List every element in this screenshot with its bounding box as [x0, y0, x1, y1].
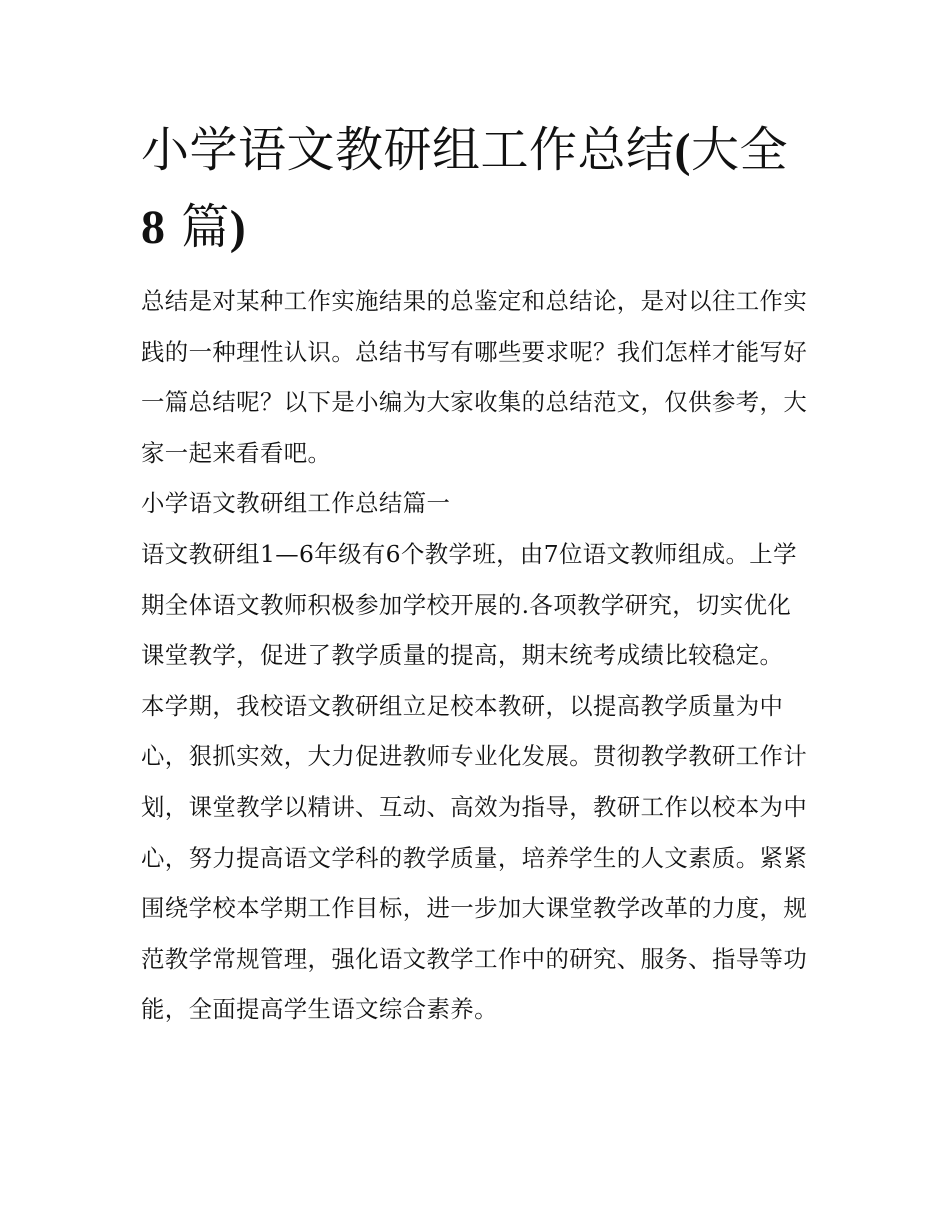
title-number: 8: [141, 201, 166, 254]
title-unit: 篇: [181, 199, 230, 255]
body-paragraph: 本学期，我校语文教研组立足校本教研，以提高教学质量为中心，狠抓实效，大力促进教师专业化发展。贯彻教学教研工作计划，课堂教学以精讲、互动、高效为指导，教研工作以校本为中心，努力提高语文学科的教学质量，培养学生的人文素质。紧紧围绕学校本学期工作目标，进一步加大课堂教学改革的力度，规范教学常规管理，强化语文教学工作中的研究、服务、指导等功能，全面提高学生语文综合素养。: [141, 691, 808, 1024]
title-paren-word: 大全: [691, 122, 789, 178]
document-body: [141, 112, 813, 1035]
intro-paragraph: 总结是对某种工作实施结果的总鉴定和总结论，是对以往工作实践的一种理性认识。总结书写有哪些要求呢？我们怎样才能写好一篇总结呢？以下是小编为大家收集的总结范文，仅供参考，大家一起来看看吧。: [141, 287, 808, 467]
section-heading: 小学语文教研组工作总结篇一: [141, 489, 451, 518]
title-main: 小学语文教研组工作总结: [141, 122, 675, 178]
title-paren-close: ): [229, 201, 247, 254]
title-paren-open: (: [674, 124, 691, 177]
body-paragraph: 语文教研组1—6年级有6个教学班，由7位语文教师组成。上学期全体语文教师积极参加学校开展的.各项教学研究，切实优化课堂教学，促进了教学质量的提高，期末统考成绩比较稳定。: [141, 539, 797, 670]
document-title: [141, 112, 813, 266]
